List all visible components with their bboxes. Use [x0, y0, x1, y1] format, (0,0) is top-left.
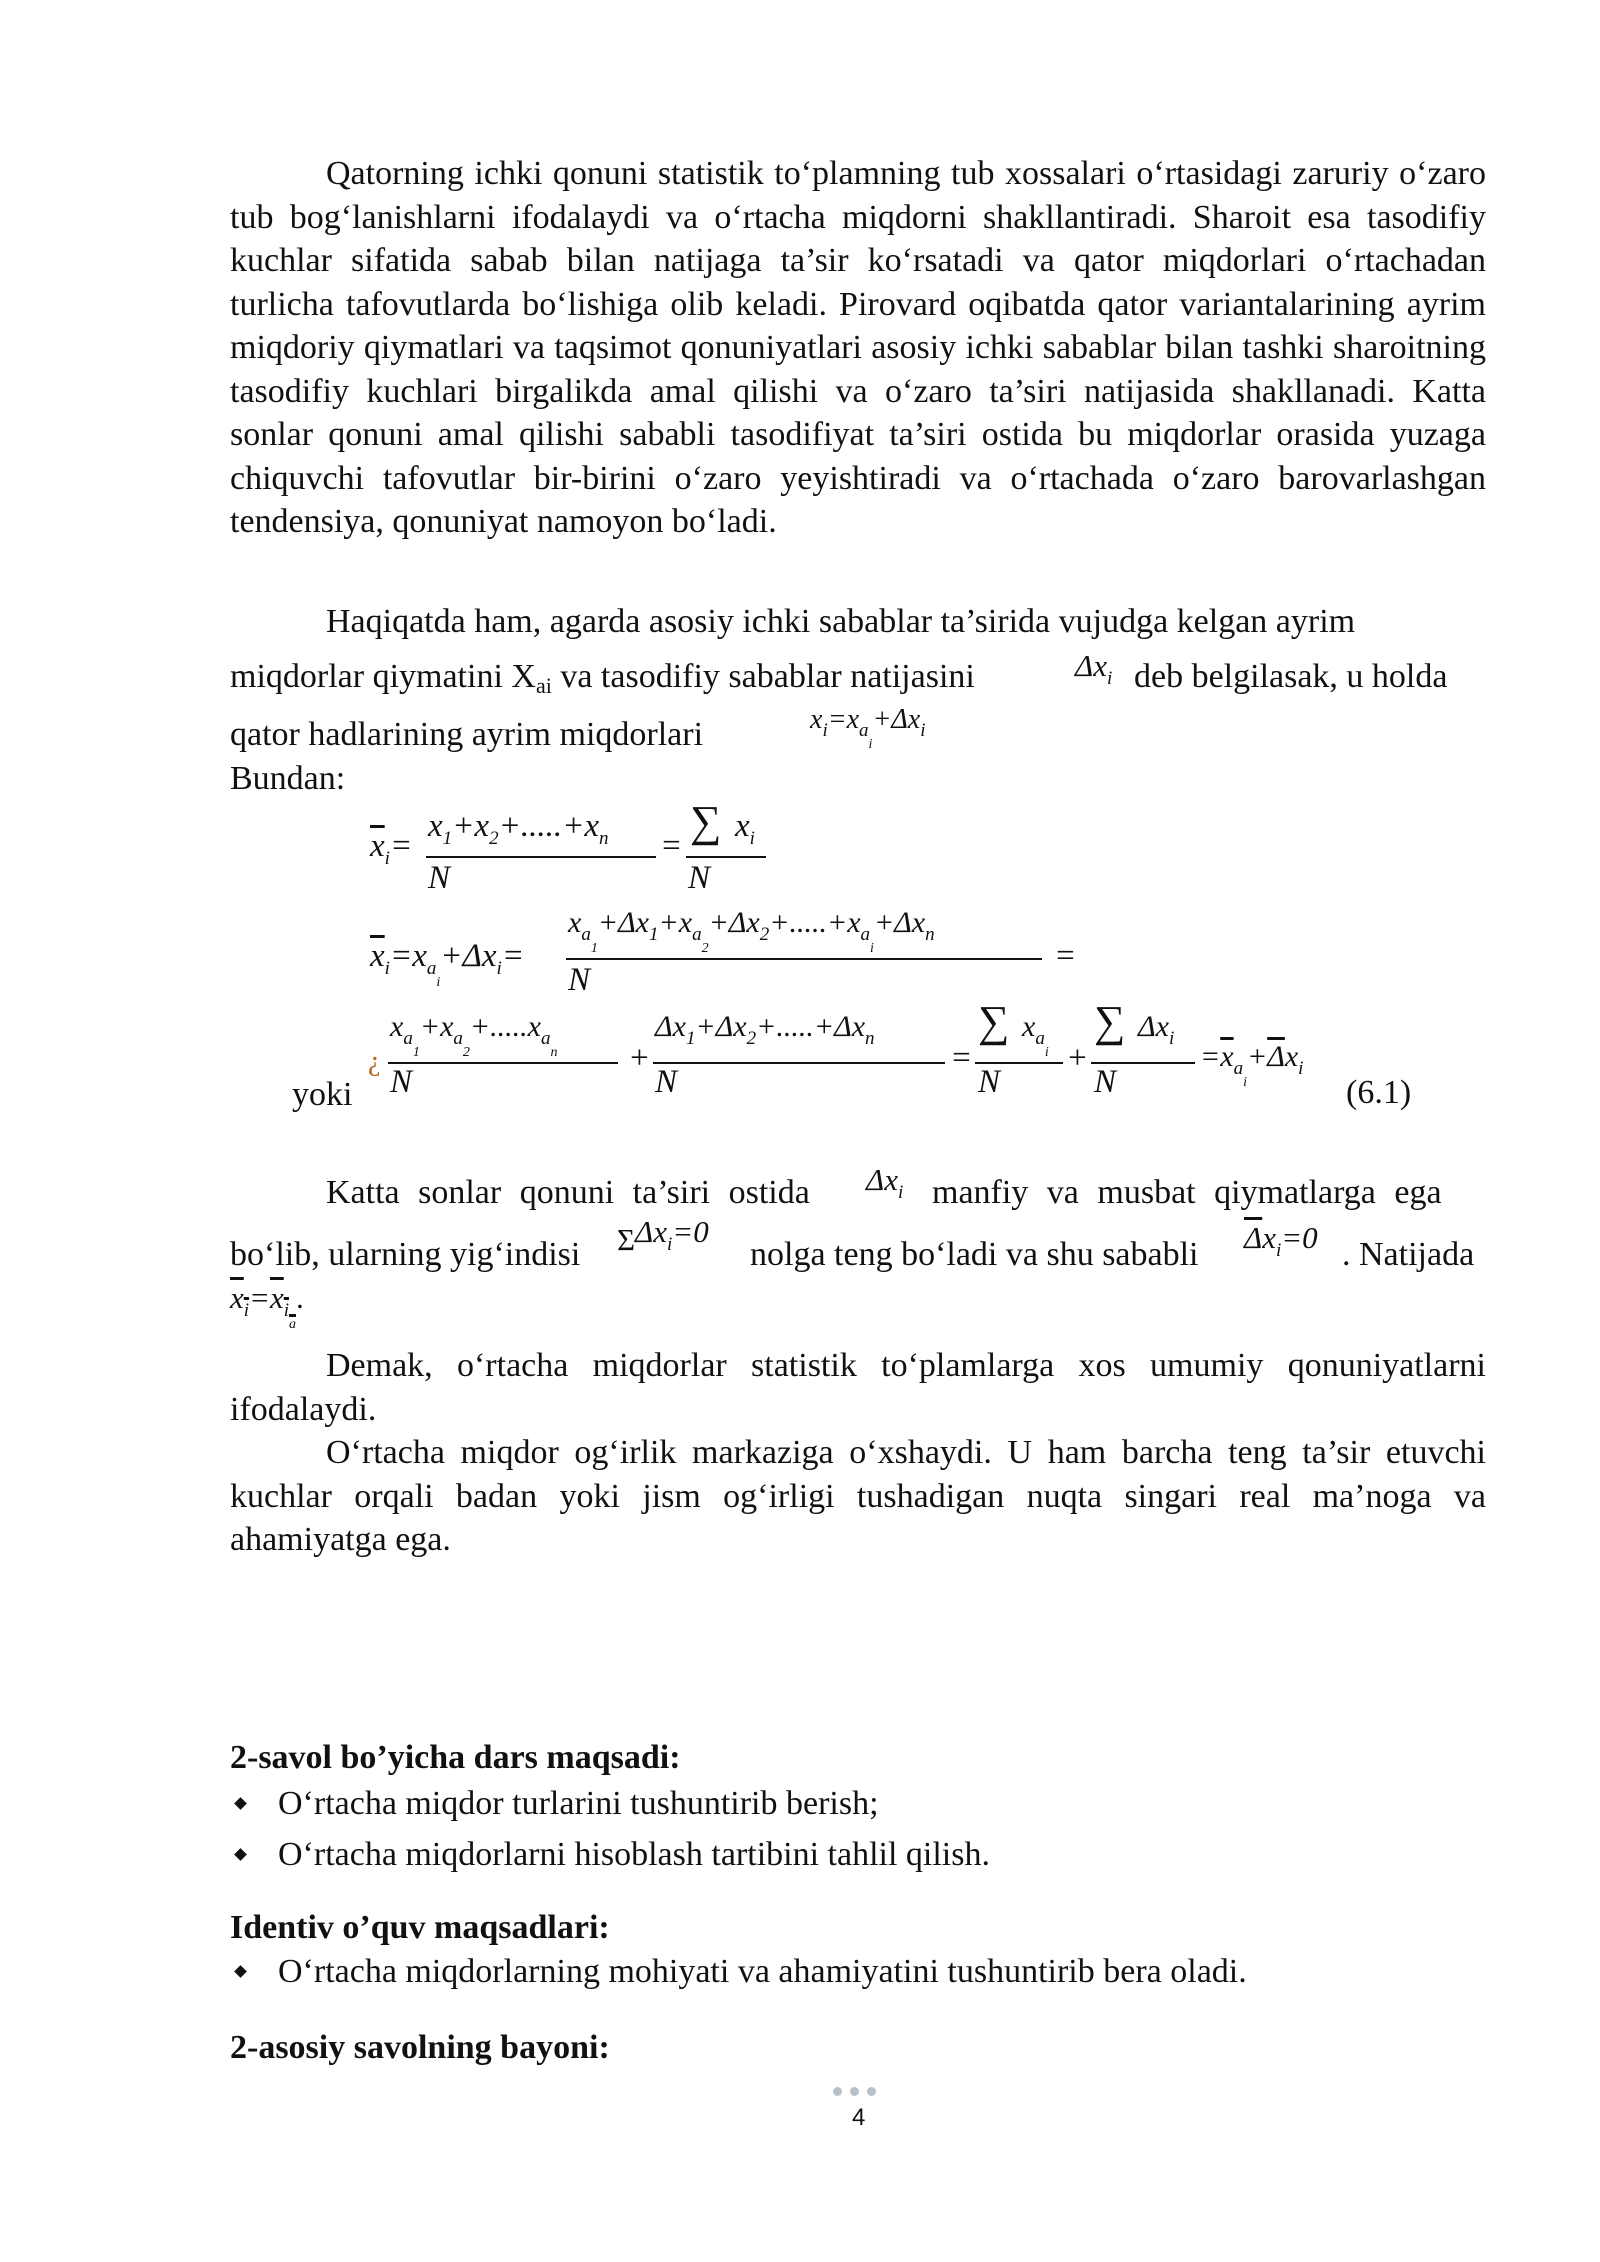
paragraph-2-line-2a	[230, 658, 975, 696]
sum-delta-equals-zero: ΣΔx$_i$=0	[617, 1214, 709, 1257]
delta-x-i-symbol: $\Delta x_i$	[1075, 648, 1113, 689]
equals-sign: =	[1054, 938, 1077, 974]
formula-1-numerator: $x_1+x_2+.....+x_n$	[428, 808, 609, 849]
paragraph-2-line-2c: deb belgilasak, u holda	[1134, 658, 1448, 695]
formula-2-numerator: $x_{a_1}+\Delta x_1+x_{a_2}+\Delta x_2+.....+x_{a_i}+\Delta x_n$	[568, 906, 935, 956]
delta-x-i-symbol: $\Delta x_i$	[866, 1162, 904, 1203]
paragraph-4-block	[230, 1344, 1486, 1431]
paragraph-3-b: manfiy va musbat qiymatlarga ega	[932, 1174, 1442, 1211]
paragraph-4: Demak, o‘rtacha miqdorlar statistik to‘plamlarga xos umumiy qonuniyatlarni ifodalaydi.	[230, 1347, 1486, 1428]
paragraph-3-c: bo‘lib, ularning yig‘indisi	[230, 1236, 581, 1273]
fraction-bar	[426, 856, 656, 858]
formula-3-term-1-numerator: $x_{a_1}+x_{a_2}+.....x_{a_n}$	[390, 1010, 558, 1060]
section-1-heading: 2-savol bo’yicha dars maqsadi:	[230, 1739, 681, 1776]
section-2-list	[230, 1950, 1486, 1994]
decomposition-formula: $x_i=x_{a_i}+\Delta x_i$	[810, 704, 926, 752]
formula-3-term-3-denominator: N	[978, 1064, 1001, 1100]
paragraph-2-line-1-block	[230, 600, 1486, 644]
section-1-list	[230, 1782, 1486, 1877]
paragraph-3-e: . Natijada	[1342, 1236, 1475, 1273]
section-3	[230, 2026, 1486, 2070]
paragraph-1: Qatorning ichki qonuni statistik to‘plamning tub xossalari o‘rtasidagi zaruriy o‘zaro tub bog‘lanishlarni ifodalaydi va o‘rtacha miqdorni shakllantiradi. Sharoit esa tasodifiy kuchlar sifatida sabab bilan natijaga ta’sir ko‘rsatadi va qator miqdorlari o‘rtachadan turlicha tafovutlarda bo‘lishiga olib keladi. Pirovard oqibatda qator variantalarining ayrim miqdoriy qiymatlari va taqsimot qonuniyatlari asosiy ichki sabablar bilan tashki sharoitning tasodifiy kuchlari birgalikda amal qilishi va o‘zaro ta’siri natijasida shakllanadi. Katta sonlar qonuni amal qilishi sababli tasodifiyat ta’siri ostida bu miqdorlar orasida yuzaga chiquvchi tafovutlar bir-birini o‘zaro yeyishtiradi va o‘rtachada o‘zaro barovarlashgan tendensiya, qonuniyat namoyon bo‘ladi.	[230, 155, 1486, 540]
inverted-question-glyph: ¿	[368, 1046, 381, 1077]
paragraph-5: O‘rtacha miqdor og‘irlik markaziga o‘xshaydi. U ham barcha teng ta’sir etuvchi kuchlar orqali badan yoki jism og‘irligi tushadigan nuqta singari real ma’noga va ahamiyatga ega.	[230, 1434, 1486, 1558]
formula-3-term-1-denominator: N	[390, 1064, 413, 1100]
ellipsis-dots-icon	[833, 2083, 884, 2101]
plus-sign: +	[1066, 1040, 1089, 1076]
formula-3-term-4-denominator: N	[1094, 1064, 1117, 1100]
formula-3-term-2-denominator: N	[655, 1064, 678, 1100]
list-item: O‘rtacha miqdorlarning mohiyati va ahamiyatini tushuntirib bera oladi.	[230, 1950, 1486, 1994]
paragraph-2-line-1: Haqiqatda ham, agarda asosiy ichki sabablar ta’sirida vujudga kelgan ayrim	[326, 603, 1356, 640]
paragraph-3-d: nolga teng bo‘ladi va shu sababli	[750, 1236, 1199, 1273]
paragraph-2-line-4: Bundan:	[230, 760, 346, 797]
sum-symbol: ∑	[978, 997, 1010, 1046]
mean-delta-equals-zero: $\overline{\Delta}x_i=0$	[1244, 1220, 1318, 1261]
paragraph-1-block	[230, 152, 1486, 544]
fraction-bar	[686, 856, 766, 858]
formula-1-lhs: $\overline{x}_i=$	[370, 828, 413, 869]
section-1	[230, 1736, 1486, 1877]
text-segment: va tasodifiy sabablar natijasini	[551, 658, 975, 695]
formula-3-result: $=\overline{x}_{a_i}+\overline{\Delta}x_i$	[1200, 1040, 1304, 1090]
fraction-bar	[653, 1062, 945, 1064]
equals-sign: =	[950, 1040, 973, 1076]
section-2-heading: Identiv o’quv maqsadlari:	[230, 1909, 610, 1946]
paragraph-2-line-3: qator hadlarining ayrim miqdorlari	[230, 716, 704, 753]
list-item: O‘rtacha miqdorlarni hisoblash tartibini tahlil qilish.	[230, 1833, 1486, 1877]
formula-2-denominator: N	[568, 962, 591, 998]
formula-3-term-2-numerator: $\Delta x_1+\Delta x_2+.....+\Delta x_n$	[655, 1010, 875, 1049]
text-segment: miqdorlar qiymatini X	[230, 658, 536, 695]
subscript-ai: ai	[535, 673, 552, 698]
equation-number: (6.1)	[1346, 1074, 1412, 1111]
yoki-label: yoki	[292, 1076, 353, 1113]
sum-symbol: ∑	[1094, 997, 1126, 1046]
list-item: O‘rtacha miqdor turlarini tushuntirib berish;	[230, 1782, 1486, 1826]
fraction-bar	[566, 958, 1042, 960]
sum-delta-x-i: $\Delta x_i$	[1138, 1010, 1175, 1049]
paragraph-3-a: Katta sonlar qonuni ta’siri ostida	[326, 1174, 810, 1211]
paragraph-5-block	[230, 1431, 1486, 1562]
sum-x-i: $x_i$	[735, 808, 755, 849]
formula-1-denominator-2: N	[688, 860, 711, 896]
period: .	[296, 1280, 304, 1315]
formula-2-lhs: $\overline{x}_i=x_{a_i}+\Delta x_i=$	[370, 938, 525, 990]
equals-sign: =	[660, 828, 683, 864]
sum-x-a-i: $x_{a_i}$	[1022, 1010, 1049, 1060]
sum-symbol: ∑	[690, 797, 722, 846]
page-number: 4	[852, 2104, 866, 2131]
mean-equality: $x_i=x_{i_a}$.	[230, 1280, 304, 1332]
formula-1-denominator: N	[428, 860, 451, 896]
section-2	[230, 1906, 1486, 1993]
section-3-heading: 2-asosiy savolning bayoni:	[230, 2029, 610, 2066]
plus-sign: +	[628, 1040, 651, 1076]
fraction-bar	[388, 1062, 618, 1064]
